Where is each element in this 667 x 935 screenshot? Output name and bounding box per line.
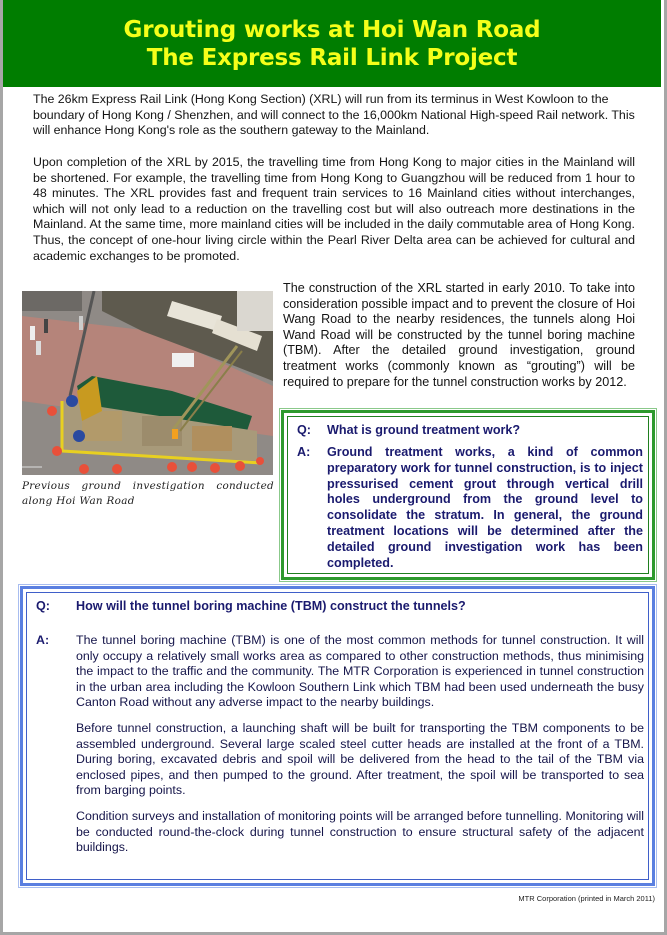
- faq-box-tbm: [20, 586, 655, 886]
- footer-credit: MTR Corporation (printed in March 2011): [518, 894, 655, 903]
- intro-paragraph-3: The construction of the XRL started in early 2010. To take into consideration possible impact and to prevent the closure of Hoi Wang Road to the nearby residences, the tunnels along Hoi Wand Road will be constructed by the tunnel boring machine (TBM). After the detailed ground investigation, ground treatment works (commonly known as “grouting”) will be required to prepare for the tunnel construction works by 2012.: [283, 281, 635, 389]
- faq-box-ground-treatment: [281, 410, 655, 580]
- answer-paragraph-1: The tunnel boring machine (TBM) is one of the most common methods for tunnel construction. It will only occupy a relatively small works area as compared to other construction methods, thus minimising the impact to the traffic and the community. The MTR Corporation is experienced in tunnel construction in the urban area including the Kowloon Southern Link which TBM had been used underneath the busy Canton Road without any adverse impact to the nearby buildings.: [76, 633, 644, 710]
- answer-paragraph-2: Before tunnel construction, a launching shaft will be built for transporting the TBM components to be assembled underground. Several large scaled steel cutter heads are installed at the front of a TBM. During boring, excavated debris and spoil will be delivered from the head to the tail of the TBM via enclosed pipes, and then pumped to the ground. After treatment, the spoil will be transported to sea from barging points.: [76, 720, 644, 798]
- construction-site-image: [22, 291, 273, 475]
- page-frame-left: [0, 0, 3, 935]
- faq-answer-row: [297, 445, 643, 571]
- question-text: What is ground treatment work?: [327, 423, 521, 437]
- answer-label: A:: [297, 445, 311, 459]
- faq-question-row: [36, 599, 466, 613]
- photo-caption: Previous ground investigation conducted along Hoi Wan Road: [22, 480, 274, 507]
- intro-paragraph-1: The 26km Express Rail Link (Hong Kong Section) (XRL) will run from its terminus in West Kowloon to the boundary of Hong Kong / Shenzhen, and will connect to the 16,000km National High-speed Rail network. This will enhance Hong Kong's role as the southern gateway to the Mainland.: [33, 92, 635, 138]
- faq-answer-row: [36, 633, 644, 856]
- answer-text: Ground treatment works, a kind of common preparatory work for tunnel construction, is to inject pressurised cement grout through vertical drill holes underground from the ground level to consolidate the stratum. In general, the ground treatment locations will be determined after the detailed ground investigation work has been completed.: [327, 445, 643, 570]
- page-title: Grouting works at Hoi Wan Road: [123, 16, 541, 43]
- question-text: How will the tunnel boring machine (TBM) construct the tunnels?: [76, 599, 466, 613]
- question-label: Q:: [36, 599, 50, 613]
- title-banner: [3, 0, 661, 87]
- answer-paragraph-3: Condition surveys and installation of monitoring points will be arranged before tunnelling. Monitoring will be conducted round-the-clock during tunnel construction to ensure structural safety of the adjacent buildings.: [76, 808, 644, 855]
- question-label: Q:: [297, 423, 311, 437]
- faq-question-row: [297, 423, 520, 437]
- intro-paragraph-2: Upon completion of the XRL by 2015, the travelling time from Hong Kong to major cities in the Mainland will be shortened. For example, the travelling time from Hong Kong to Guangzhou will be reduced from 1 hour to 48 minutes. The XRL provides fast and frequent train services to 16 Mainland cities without interchanges, which will not only lead to a reduction on the travelling cost but will also outreach more destinations in the Mainland. At the same time, more mainland cities will be included in the daily commutable area of Hong Kong. Thus, the concept of one-hour living circle within the Pearl River Delta area can be achieved for cultural and academic exchanges to be promoted.: [33, 155, 635, 263]
- site-photo: [22, 291, 273, 475]
- page-subtitle: The Express Rail Link Project: [146, 44, 518, 71]
- answer-label: A:: [36, 633, 50, 647]
- answer-body: [76, 633, 644, 856]
